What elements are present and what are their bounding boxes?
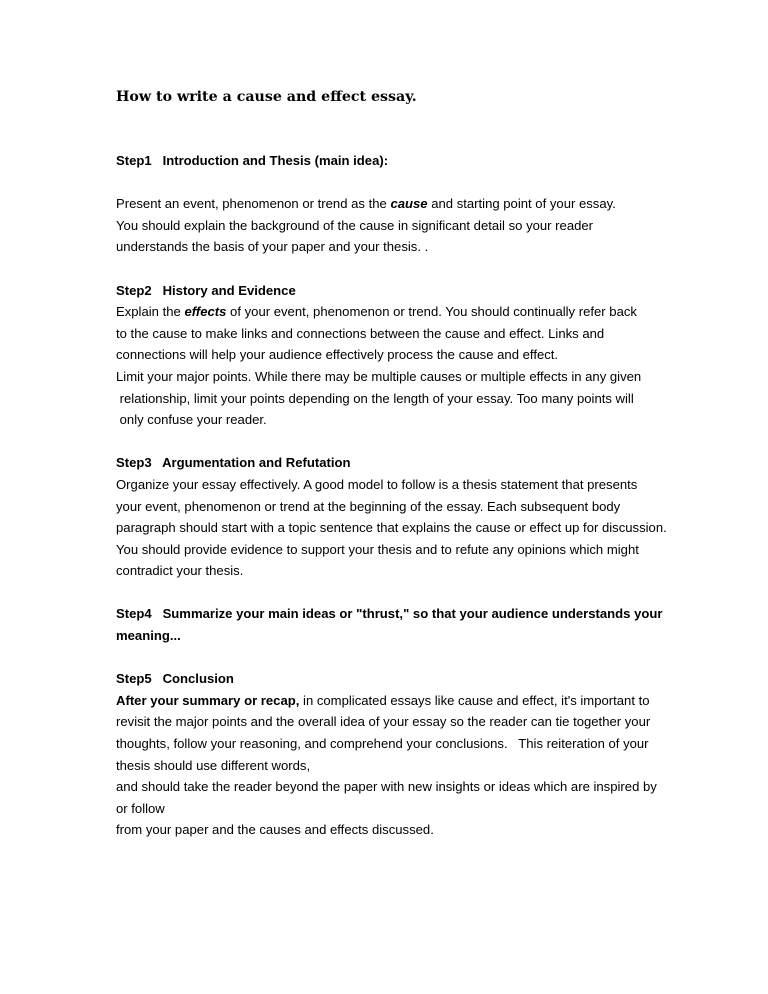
step3-line-2: your event, phenomenon or trend at the beginning of the essay. Each subsequent body (116, 498, 621, 514)
step3-line-3: paragraph should start with a topic sentence that explains the cause or effect up for discussion. (116, 520, 667, 536)
step2-line-6: only confuse your reader. (116, 412, 267, 428)
step4-heading-line-2: meaning... (116, 628, 181, 644)
step2-line-1-before: Explain the (116, 304, 185, 320)
step5-line-6: or follow (116, 800, 165, 816)
step1-keyword-cause: cause (390, 196, 428, 212)
step1-line-1 (116, 193, 676, 215)
step3-heading: Step3 Argumentation and Refutation (116, 455, 351, 471)
step1-heading: Step1 Introduction and Thesis (main idea): (116, 153, 389, 168)
step5-line-5: and should take the reader beyond the paper with new insights or ideas which are inspired by (116, 779, 657, 795)
step2-section (116, 280, 676, 431)
step5-line-1-lead: After your summary or recap, (116, 692, 300, 708)
step2-line-4: Limit your major points. While there may be multiple causes or multiple effects in any given (116, 368, 642, 384)
step5-line-2: revisit the major points and the overall idea of your essay so the reader can tie together your (116, 714, 651, 730)
step2-keyword-effects: effects (184, 304, 227, 320)
step5-heading: Step5 Conclusion (116, 671, 234, 687)
step1-line-3: understands the basis of your paper and your thesis. . (116, 239, 429, 255)
document-title: How to write a cause and effect essay. (116, 89, 417, 105)
step5-line-3: thoughts, follow your reasoning, and comprehend your conclusions. This reiteration of your (116, 736, 649, 752)
step5-line-4: thesis should use different words, (116, 757, 311, 773)
step1-line-1-before: Present an event, phenomenon or trend as the (116, 196, 391, 212)
step4-heading-line-1: Step4 Summarize your main ideas or "thrust," so that your audience understands your (116, 606, 663, 622)
step2-line-5: relationship, limit your points depending on the length of your essay. Too many points will (116, 390, 634, 406)
step2-line-2: to the cause to make links and connections between the cause and effect. Links and (116, 325, 605, 341)
step5-line-7: from your paper and the causes and effects discussed. (116, 822, 434, 838)
step2-heading: Step2 History and Evidence (116, 282, 296, 298)
step2-line-3: connections will help your audience effectively process the cause and effect. (116, 347, 559, 363)
step2-line-1-after: of your event, phenomenon or trend. You should continually refer back (226, 304, 637, 320)
document-body (116, 150, 676, 841)
step1-section (116, 150, 676, 258)
step5-line-1-after: in complicated essays like cause and effect, it's important to (299, 692, 650, 708)
step1-line-1-after: and starting point of your essay. (427, 196, 616, 212)
step3-line-4: You should provide evidence to support your thesis and to refute any opinions which might (116, 541, 639, 557)
step5-line-1 (116, 690, 676, 712)
step3-section (116, 452, 676, 582)
step2-line-1 (116, 301, 676, 323)
step4-section (116, 603, 676, 646)
step5-section (116, 668, 676, 841)
step3-line-1: Organize your essay effectively. A good model to follow is a thesis statement that presents (116, 476, 638, 492)
step1-line-2: You should explain the background of the cause in significant detail so your reader (116, 217, 594, 233)
step3-line-5: contradict your thesis. (116, 563, 244, 579)
